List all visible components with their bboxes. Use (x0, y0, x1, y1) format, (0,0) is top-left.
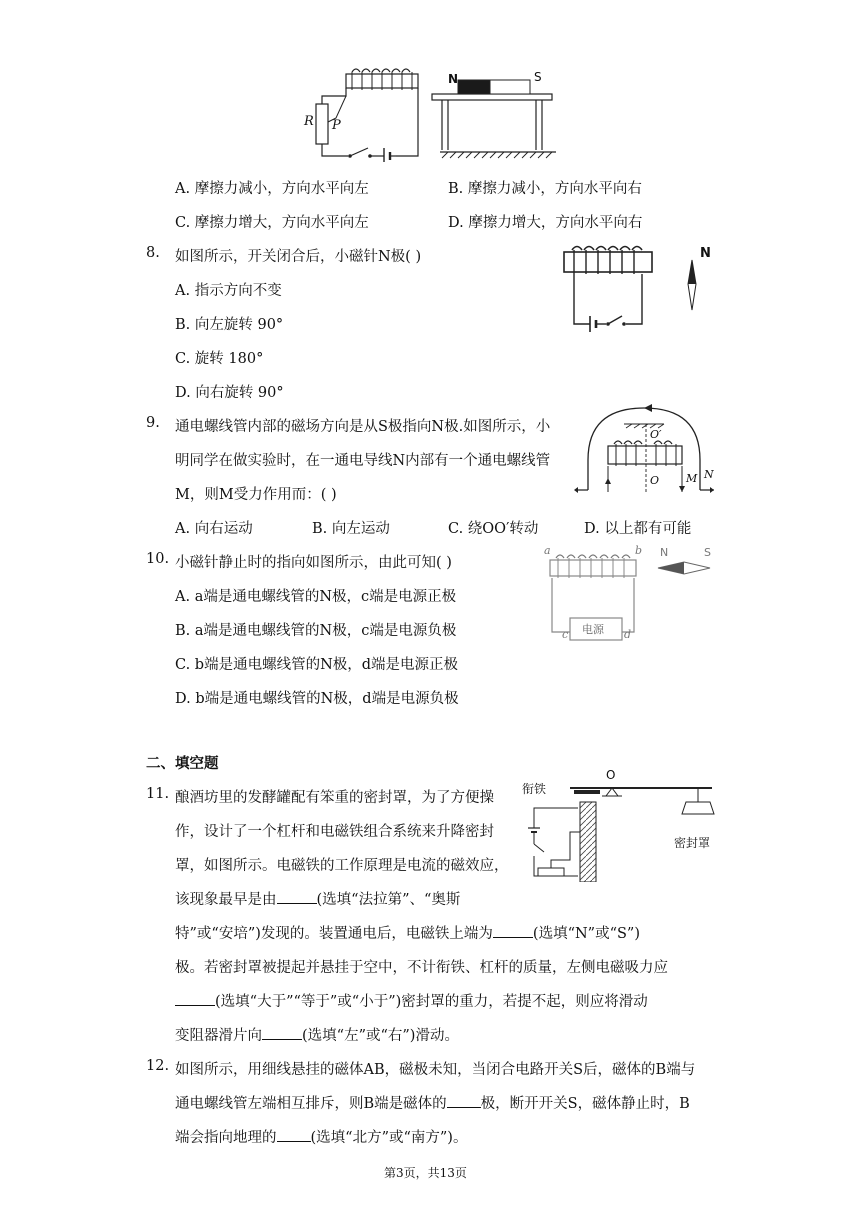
q10-fig-label-a: a (544, 544, 551, 557)
section-heading-fill-in: 二、填空题 (146, 756, 219, 772)
q10-number: 10. (146, 551, 170, 567)
q8-figure (560, 244, 720, 334)
q11-line-6: 极。若密封罩被提起并悬挂于空中，不计衔铁、杠杆的质量，左侧电磁吸力应 (175, 960, 668, 976)
q9-fig-label-o: O (650, 474, 660, 487)
q10-figure (540, 544, 720, 644)
page-footer: 第3页，共13页 (384, 1166, 467, 1180)
q7-option-a[interactable]: A. 摩擦力减小，方向水平向左 (175, 181, 369, 197)
q9-option-a[interactable]: A. 向右运动 (175, 521, 253, 537)
q7-option-b[interactable]: B. 摩擦力减小，方向水平向右 (448, 181, 642, 197)
q12-blank-2[interactable] (277, 1127, 311, 1142)
q9-fig-label-o-prime: O′ (650, 428, 662, 441)
q12-blank-1[interactable] (447, 1093, 481, 1108)
q10-option-a[interactable]: A. a端是通电螺线管的N极，c端是电源正极 (175, 589, 457, 605)
q9-figure (574, 402, 719, 498)
q7-option-c[interactable]: C. 摩擦力增大，方向水平向左 (175, 215, 369, 231)
q8-stem: 如图所示，开关闭合后，小磁针N极( ) (175, 249, 422, 265)
q11-figure (520, 768, 720, 882)
q11-blank-3[interactable] (175, 991, 215, 1006)
q12-line-1: 如图所示，用细线悬挂的磁体AB，磁极未知，当闭合电路开关S后，磁体的B端与 (175, 1062, 696, 1078)
q10-stem: 小磁针静止时的指向如图所示，由此可知( ) (175, 555, 452, 571)
q10-option-c[interactable]: C. b端是通电螺线管的N极，d端是电源正极 (175, 657, 459, 673)
q11-fig-label-armature: 衔铁 (522, 782, 547, 796)
q10-fig-label-s: S (704, 546, 711, 559)
q8-option-b[interactable]: B. 向左旋转 90° (175, 317, 284, 333)
q8-option-d[interactable]: D. 向右旋转 90° (175, 385, 284, 401)
q10-fig-label-c: c (562, 628, 569, 641)
q11-fig-label-cover: 密封罩 (674, 836, 711, 850)
q11-fig-label-o: O (606, 768, 616, 782)
q7-fig-label-n: N (448, 72, 459, 86)
q7-figure (300, 62, 560, 162)
q10-fig-label-power: 电源 (582, 623, 604, 636)
q10-option-b[interactable]: B. a端是通电螺线管的N极，c端是电源负极 (175, 623, 457, 639)
q8-option-c[interactable]: C. 旋转 180° (175, 351, 264, 367)
q9-stem-line-3: M，则M受力作用而：( ) (175, 487, 337, 503)
q11-line-4-b: (选填“法拉第”、“奥斯 (316, 892, 461, 908)
q12-line-3-b: (选填“北方”或“南方”)。 (310, 1130, 468, 1146)
q9-stem-line-2: 明同学在做实验时，在一通电导线N内部有一个通电螺线管 (175, 453, 551, 469)
q11-line-8-b: (选填“左”或“右”)滑动。 (302, 1028, 459, 1044)
q11-line-4 (175, 888, 460, 909)
q9-option-b[interactable]: B. 向左运动 (312, 521, 390, 537)
q11-blank-4[interactable] (262, 1025, 302, 1040)
q11-line-7-a: (选填“大于”“等于”或“小于”)密封罩的重力，若提不起，则应将滑动 (215, 994, 648, 1010)
q12-line-2-b: 极，断开开关S，磁体静止时，B (480, 1096, 690, 1112)
q9-option-c[interactable]: C. 绕OO′转动 (448, 521, 539, 537)
q11-number: 11. (146, 786, 170, 802)
q7-fig-label-p: P (332, 118, 341, 133)
q11-line-8 (175, 1024, 459, 1045)
q11-line-1: 酿酒坊里的发酵罐配有笨重的密封罩，为了方便操 (175, 790, 494, 806)
q11-blank-1[interactable] (277, 889, 317, 904)
q11-line-3: 罩，如图所示。电磁铁的工作原理是电流的磁效应， (175, 858, 509, 874)
q11-blank-2[interactable] (493, 923, 533, 938)
q12-line-3 (175, 1126, 467, 1147)
q8-fig-label-n: N (700, 246, 711, 261)
q12-number: 12. (146, 1058, 170, 1074)
q9-fig-label-n: N (704, 468, 714, 481)
q7-fig-label-s: S (534, 70, 542, 84)
q7-option-d[interactable]: D. 摩擦力增大，方向水平向右 (448, 215, 643, 231)
q11-line-5-b: (选填“N”或“S”) (532, 926, 640, 942)
q7-fig-label-r: R (304, 114, 314, 129)
q8-option-a[interactable]: A. 指示方向不变 (175, 283, 282, 299)
q12-line-3-a: 端会指向地理的 (175, 1130, 277, 1146)
q10-option-d[interactable]: D. b端是通电螺线管的N极，d端是电源负极 (175, 691, 459, 707)
q11-line-5 (175, 922, 640, 943)
q9-number: 9. (146, 415, 160, 431)
q9-fig-label-m: M (686, 472, 698, 485)
q12-line-2-a: 通电螺线管左端相互排斥，则B端是磁体的 (175, 1096, 447, 1112)
q11-line-2: 作，设计了一个杠杆和电磁铁组合系统来升降密封 (175, 824, 494, 840)
q9-stem-line-1: 通电螺线管内部的磁场方向是从S极指向N极.如图所示，小 (175, 419, 551, 435)
q10-fig-label-d: d (624, 628, 632, 641)
q11-line-5-a: 特”或“安培”)发现的。装置通电后，电磁铁上端为 (175, 926, 493, 942)
q12-line-2 (175, 1092, 690, 1113)
q11-line-7 (175, 990, 648, 1011)
q9-option-d[interactable]: D. 以上都有可能 (584, 521, 692, 537)
q10-fig-label-b: b (635, 544, 643, 557)
q11-line-8-a: 变阻器滑片向 (175, 1028, 262, 1044)
q11-line-4-a: 该现象最早是由 (175, 892, 277, 908)
q8-number: 8. (146, 245, 160, 261)
q10-fig-label-n: N (660, 546, 669, 559)
